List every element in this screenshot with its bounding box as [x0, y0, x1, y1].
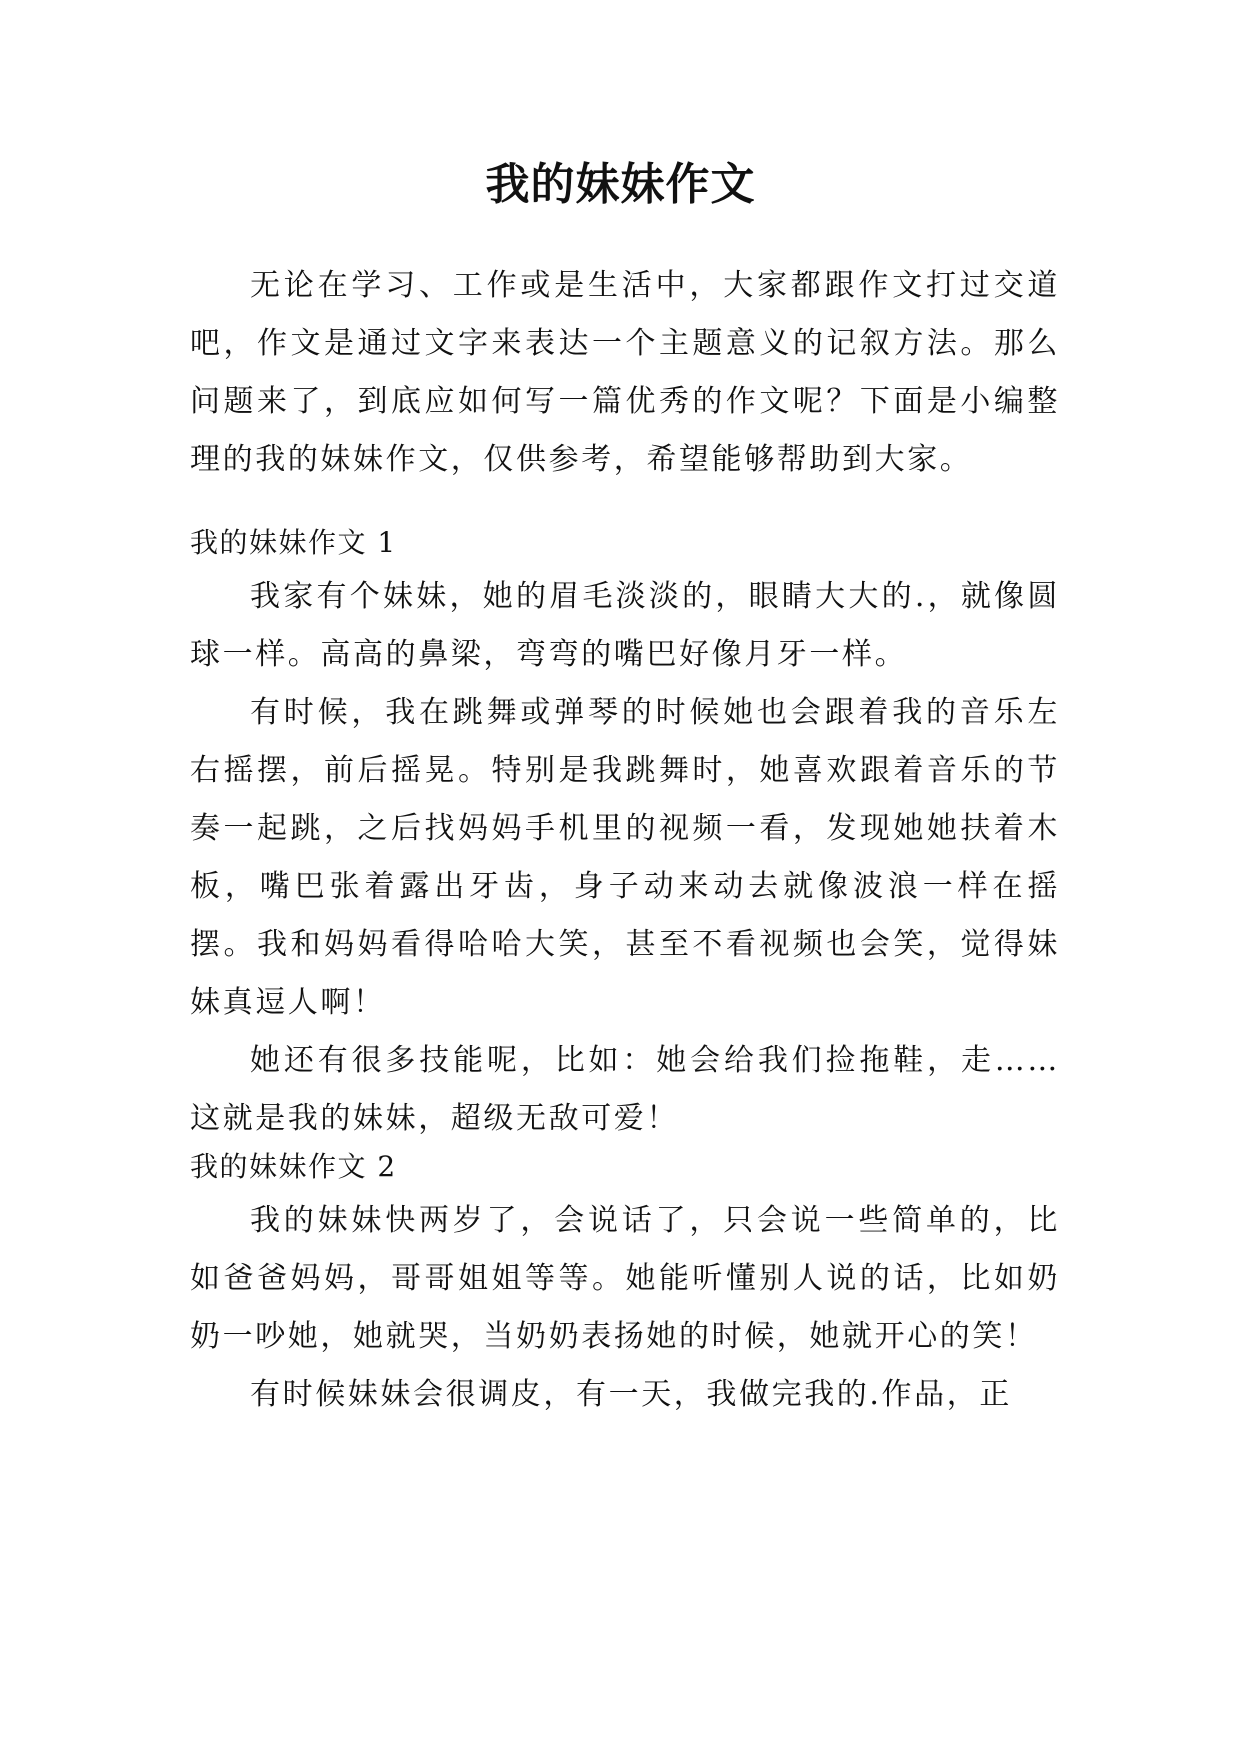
intro-paragraph: 无论在学习、工作或是生活中，大家都跟作文打过交道吧，作文是通过文字来表达一个主题意义的记叙方法。那么问题来了，到底应如何写一篇优秀的作文呢？下面是小编整理的我的妹妹作文，仅供参考，希望能够帮助到大家。	[190, 268, 1060, 477]
intro-block	[190, 257, 1060, 489]
document-title: 我的妹妹作文	[485, 159, 756, 210]
section-2-heading: 我的妹妹作文 2	[190, 1150, 397, 1183]
section-2-paragraph-1: 我的妹妹快两岁了，会说话了，只会说一些简单的，比如爸爸妈妈，哥哥姐姐等等。她能听懂别人说的话，比如奶奶一吵她，她就哭，当奶奶表扬她的时候，她就开心的笑！	[190, 1203, 1060, 1354]
section-1-paragraph-1: 我家有个妹妹，她的眉毛淡淡的，眼睛大大的.，就像圆球一样。高高的鼻梁，弯弯的嘴巴好像月牙一样。	[190, 579, 1060, 672]
section-2-body	[190, 1192, 1060, 1424]
section-1-body	[190, 568, 1060, 1148]
section-1-paragraph-3: 她还有很多技能呢，比如：她会给我们捡拖鞋，走……这就是我的妹妹，超级无敌可爱！	[190, 1043, 1060, 1136]
section-1-heading: 我的妹妹作文 1	[190, 526, 397, 559]
section-2-paragraph-2: 有时候妹妹会很调皮，有一天，我做完我的.作品，正	[250, 1377, 1012, 1412]
section-1-paragraph-2: 有时候，我在跳舞或弹琴的时候她也会跟着我的音乐左右摇摆，前后摇晃。特别是我跳舞时，她喜欢跟着音乐的节奏一起跳，之后找妈妈手机里的视频一看，发现她她扶着木板，嘴巴张着露出牙齿，身子动来动去就像波浪一样在摇摆。我和妈妈看得哈哈大笑，甚至不看视频也会笑，觉得妹妹真逗人啊！	[190, 695, 1060, 1020]
